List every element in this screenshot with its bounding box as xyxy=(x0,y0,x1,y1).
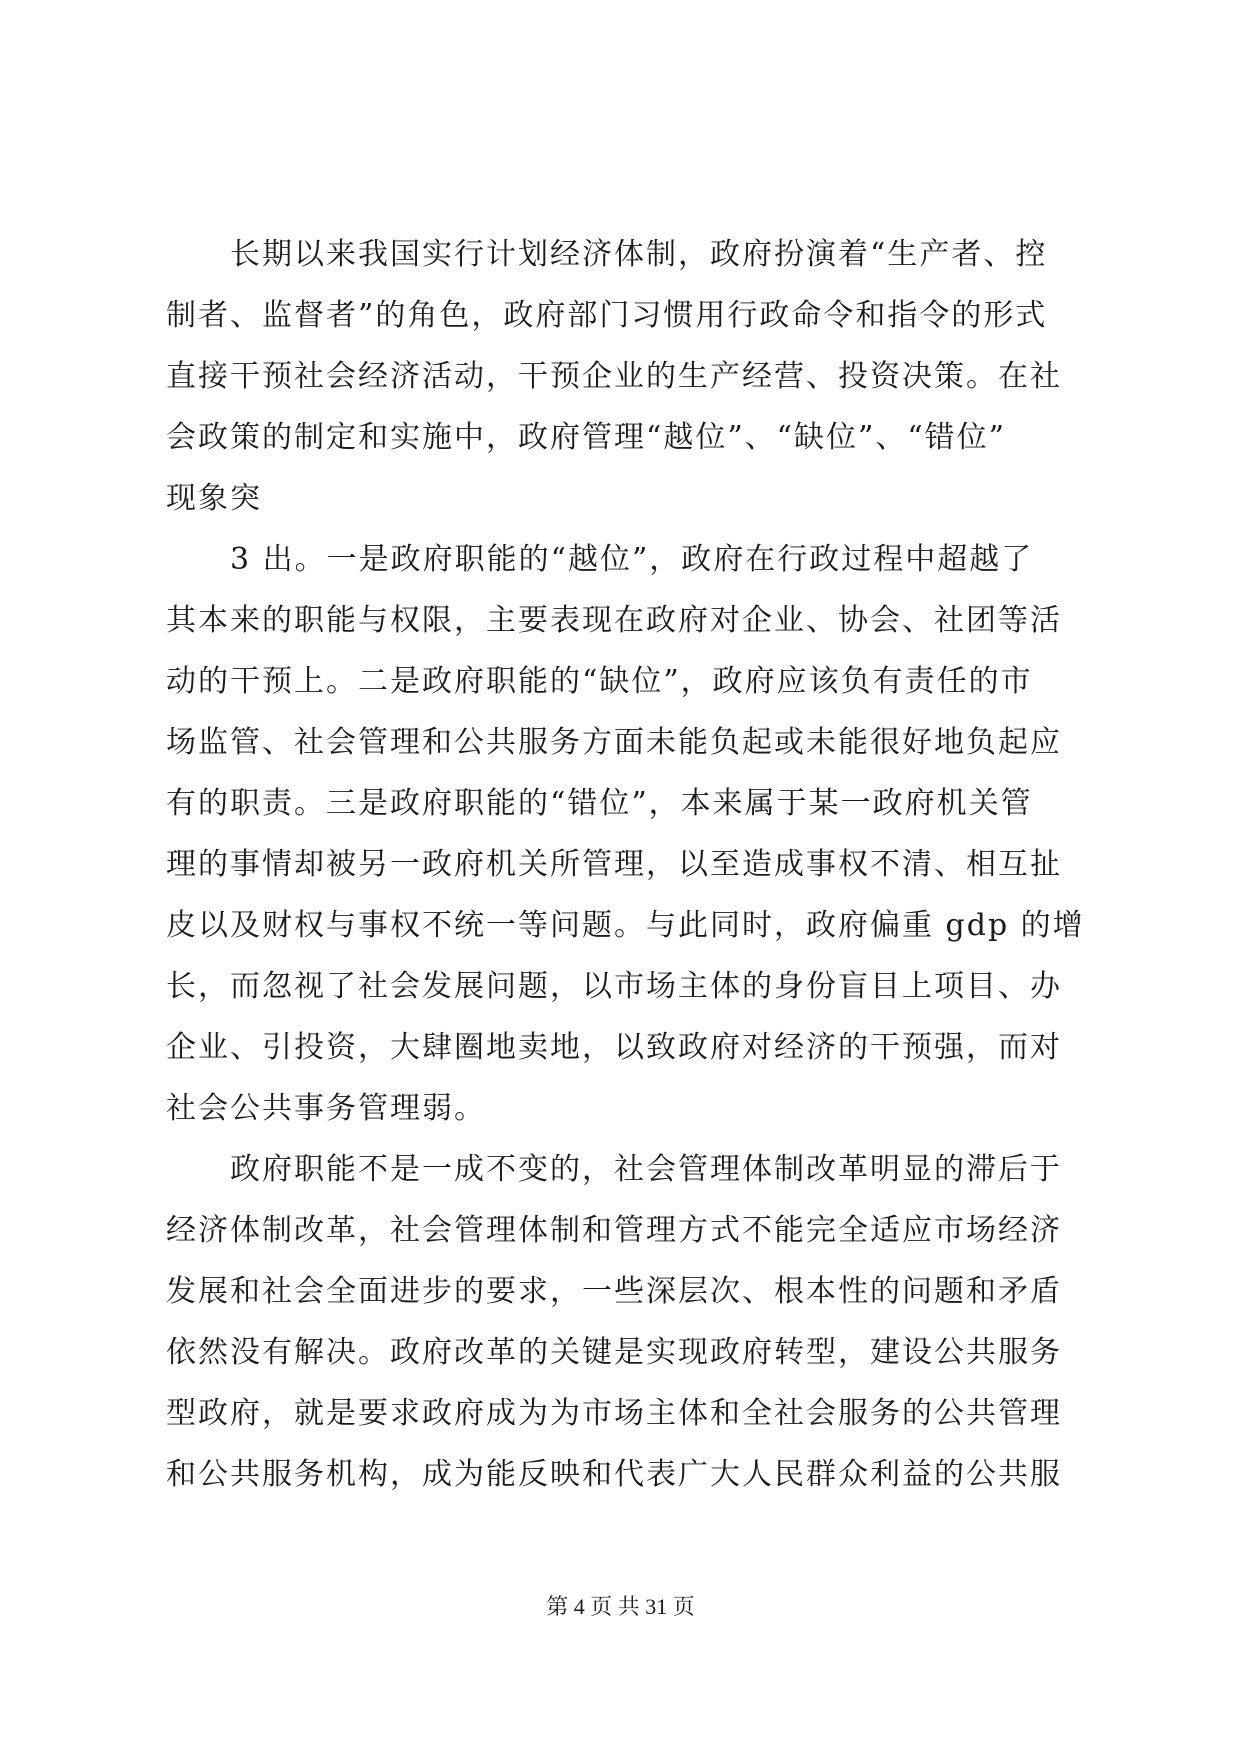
text-line: 会政策的制定和实施中，政府管理“越位”、“缺位”、“错位” xyxy=(166,420,1007,455)
text-line: 政府职能不是一成不变的，社会管理体制改革明显的滞后于 xyxy=(230,1152,1062,1187)
text-line: 有的职责。三是政府职能的“错位”，本来属于某一政府机关管 xyxy=(166,786,1033,821)
text-line: 现象突 xyxy=(166,481,262,516)
text-line: 直接干预社会经济活动，干预企业的生产经营、投资决策。在社 xyxy=(166,359,1062,394)
text-line: 其本来的职能与权限，主要表现在政府对企业、协会、社团等活 xyxy=(166,603,1062,638)
text-line: 长期以来我国实行计划经济体制，政府扮演着“生产者、控 xyxy=(230,237,1048,272)
text-line: 皮以及财权与事权不统一等问题。与此同时，政府偏重 gdp 的增 xyxy=(166,908,1085,943)
text-line: 制者、监督者”的角色，政府部门习惯用行政命令和指令的形式 xyxy=(166,298,1048,333)
document-body xyxy=(166,224,1086,1505)
text-line: 型政府，就是要求政府成为为市场主体和全社会服务的公共管理 xyxy=(166,1396,1062,1431)
text-line: 依然没有解决。政府改革的关键是实现政府转型，建设公共服务 xyxy=(166,1335,1062,1370)
text-line: 企业、引投资，大肆圈地卖地，以致政府对经济的干预强，而对 xyxy=(166,1030,1062,1065)
text-line: 经济体制改革，社会管理体制和管理方式不能完全适应市场经济 xyxy=(166,1213,1062,1248)
text-line: 发展和社会全面进步的要求，一些深层次、根本性的问题和矛盾 xyxy=(166,1274,1062,1309)
text-line: 理的事情却被另一政府机关所管理，以至造成事权不清、相互扯 xyxy=(166,847,1062,882)
page-number-footer: 第 4 页 共 31 页 xyxy=(546,1594,695,1619)
text-line: 动的干预上。二是政府职能的“缺位”，政府应该负有责任的市 xyxy=(166,664,1033,699)
text-line: 场监管、社会管理和公共服务方面未能负起或未能很好地负起应 xyxy=(166,725,1062,760)
text-line: 3 出。一是政府职能的“越位”，政府在行政过程中超越了 xyxy=(230,542,1034,577)
text-line: 和公共服务机构，成为能反映和代表广大人民群众利益的公共服 xyxy=(166,1457,1062,1492)
text-line: 长，而忽视了社会发展问题，以市场主体的身份盲目上项目、办 xyxy=(166,969,1062,1004)
text-line: 社会公共事务管理弱。 xyxy=(166,1091,486,1126)
